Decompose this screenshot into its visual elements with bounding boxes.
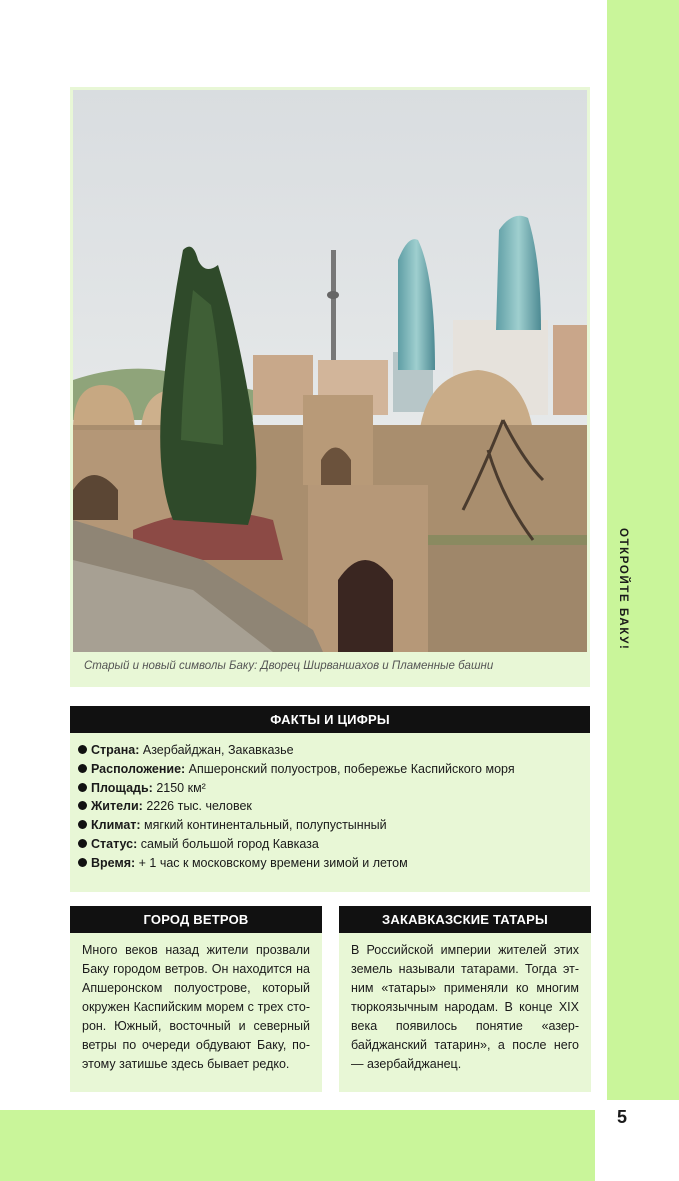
fact-item (78, 797, 590, 816)
fact-label: Жители: (91, 799, 143, 814)
bullet-icon (78, 783, 87, 792)
city-of-winds-title: ГОРОД ВЕТРОВ (70, 906, 322, 933)
fact-item (78, 779, 590, 798)
fact-value: 2150 км² (152, 780, 206, 795)
city-of-winds-text: Много веков назад жители прозвали Баку городом ветров. Он находится на Апшеронском полуострове, который окружен Каспийским морем с трех сторон. Южный, восточный и северный ветры по очереди обдувают Баку, поэтому затишье здесь бывает редко. (82, 943, 310, 1071)
fact-value: 2226 тыс. человек (142, 799, 252, 814)
fact-label: Время: (91, 855, 136, 870)
fact-value: мягкий континентальный, полупустынный (140, 818, 387, 833)
fact-value: Азербайджан, Закавказье (139, 743, 294, 757)
bottom-band (0, 1110, 595, 1181)
section-side-label: ОТКРОЙТЕ БАКУ! (617, 528, 629, 651)
fact-label: Страна: (91, 743, 140, 757)
fact-value: самый большой город Кавказа (137, 836, 319, 851)
fact-value: + 1 час к московскому времени зимой и летом (135, 855, 408, 870)
facts-title: ФАКТЫ И ЦИФРЫ (70, 706, 590, 733)
city-of-winds-box (70, 906, 322, 1092)
fact-value: Апшеронский полуостров, побережье Каспийского моря (185, 761, 515, 776)
facts-block (70, 706, 590, 892)
fact-item (78, 816, 590, 835)
page-number: 5 (616, 1106, 627, 1127)
bullet-icon (78, 745, 87, 754)
transcaucasian-tatars-box (339, 906, 591, 1092)
fact-item (78, 741, 590, 760)
fact-label: Статус: (91, 836, 138, 851)
fact-item (78, 854, 590, 873)
baku-photo (73, 90, 587, 652)
photo-block (70, 87, 590, 687)
fact-item (78, 760, 590, 779)
transcaucasian-tatars-text: В Российской империи жителей этих земель называли татарами. Тогда этним «татары» применяли ко многим тюркоязычным народам. В конце XIX века появилось понятие «азербайджанский татарин», а после него — азербайджанец. (351, 943, 579, 1071)
transcaucasian-tatars-title: ЗАКАВКАЗСКИЕ ТАТАРЫ (339, 906, 591, 933)
fact-item (78, 835, 590, 854)
fact-label: Климат: (91, 818, 141, 833)
bullet-icon (78, 858, 87, 867)
photo-caption: Старый и новый символы Баку: Дворец Ширваншахов и Пламенные башни (84, 660, 494, 672)
bullet-icon (78, 839, 87, 848)
bullet-icon (78, 820, 87, 829)
bullet-icon (78, 801, 87, 810)
fact-label: Расположение: (91, 761, 186, 776)
facts-list (70, 733, 590, 873)
bullet-icon (78, 764, 87, 773)
fact-label: Площадь: (91, 780, 153, 795)
